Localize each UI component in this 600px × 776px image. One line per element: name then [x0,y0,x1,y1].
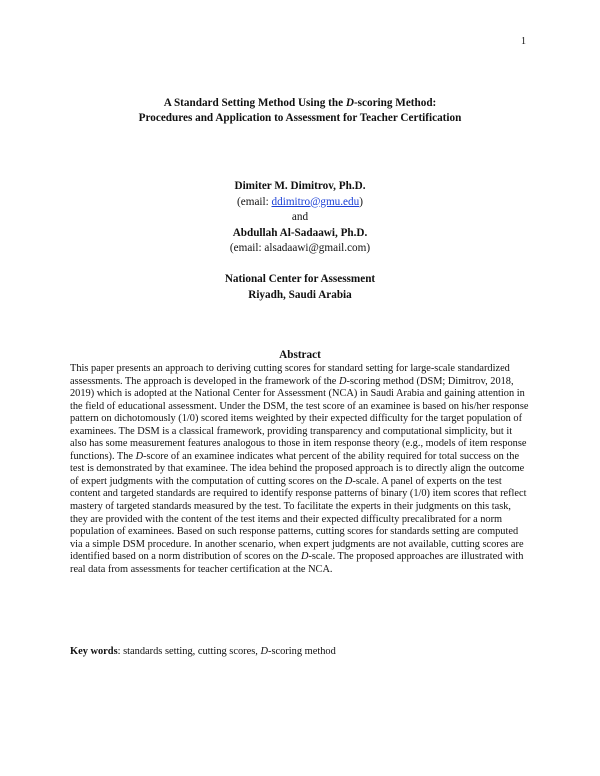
author-1-email: (email: ddimitro@gmu.edu) [237,195,363,208]
organization-name: National Center for Assessment [224,273,376,285]
title-line-2: Procedures and Application to Assessment for Teacher Certification [138,112,462,124]
organization-location: Riyadh, Saudi Arabia [248,288,352,301]
author-2-name: Abdullah Al-Sadaawi, Ph.D. [232,226,368,239]
paper-title [70,96,530,126]
title-line-1: A Standard Setting Method Using the D-scoring Method: [163,97,437,109]
author-1-name: Dimiter M. Dimitrov, Ph.D. [234,180,366,192]
affiliation-block [70,272,530,303]
author-block [70,179,530,257]
abstract-body: This paper presents an approach to deriving cutting scores for standard setting for large-scale standardized assessments. The approach is developed in the framework of the D-scoring method (DSM; Dimitrov, 2018, 2019) which is adopted at the National Center for Assessment (NCA) in Saudi Arabia and gaining attention in the field of educational assessment. Under the DSM, the test score of an examinee is based on his/her response pattern on dichotomously (1/0) scored items weighted by their expected difficulty for the target population of examinees. The DSM is a classical framework, providing transparency and computational simplicity, but it also has some measurement features analogous to those in item response theory (e.g., models of item response functions). The D-score of an examinee indicates what percent of the ability required for total success on the test is demonstrated by that examinee. The idea behind the proposed approach is to directly align the outcome of expert judgments with the computation of cutting scores on the D-scale. A panel of experts on the test content and targeted standards are required to identify response patterns of binary (1/0) item scores that reflect mastery of targeted standards measured by the test. To facilitate the experts in their judgments on this task, they are provided with the content of the test items and their expected difficulty precalibrated for a norm population of examinees. Based on such response patterns, cutting scores for standards setting are computed via a simple DSM procedure. In another scenario, when expert judgments are not available, cutting scores are identified based on a norm distribution of scores on the D-scale. The proposed approaches are illustrated with real data from assessments for teacher certification at the NCA. [70,363,529,575]
keywords: Key words: standards setting, cutting scores, D-scoring method [70,646,336,657]
page-number: 1 [521,36,526,47]
abstract-heading: Abstract [279,349,321,361]
author-2-email: (email: alsadaawi@gmail.com) [229,242,371,254]
keywords-label: Key words [70,646,118,657]
and-separator: and [291,211,309,223]
author-1-email-link[interactable]: ddimitro@gmu.edu [271,195,360,208]
